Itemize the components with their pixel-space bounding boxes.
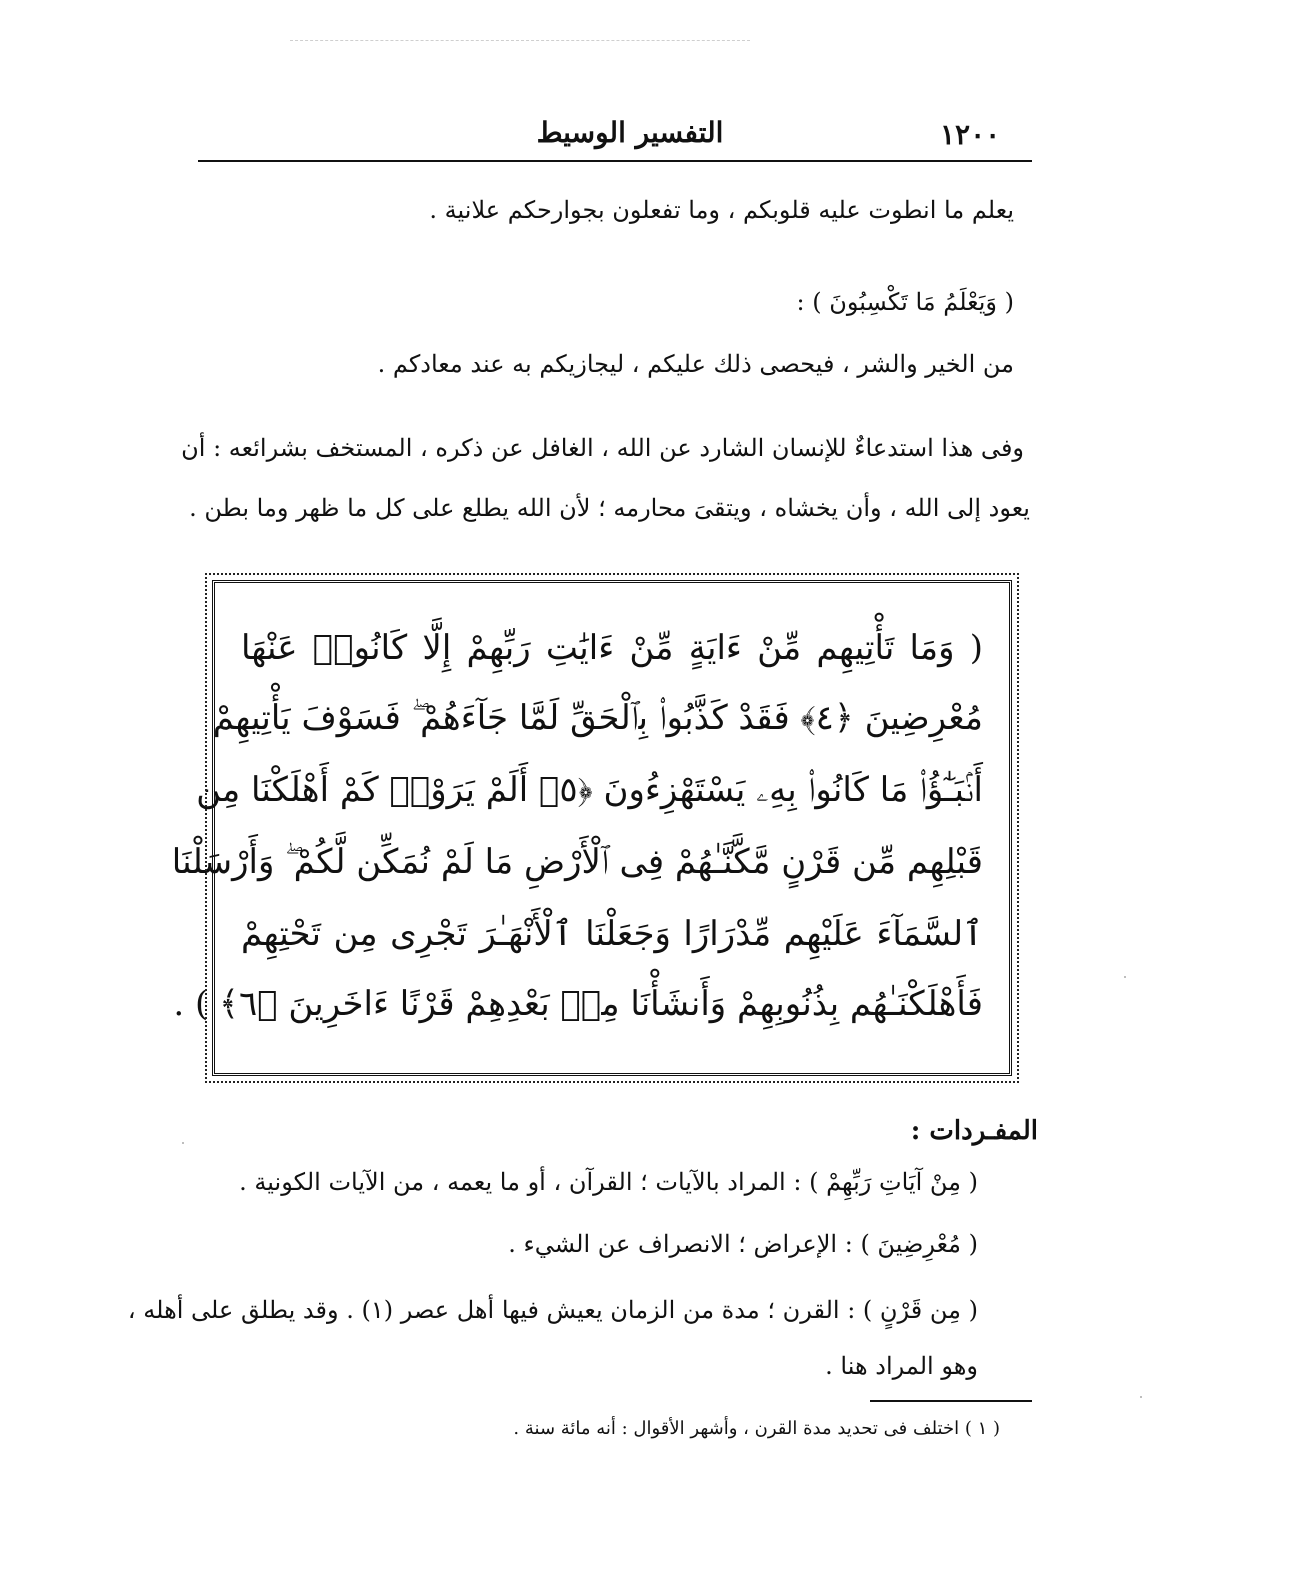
verse-line-1: ( وَمَا تَأْتِيهِم مِّنْ ءَايَةٍ مِّنْ ءَايَٰتِ رَبِّهِمْ إِلَّا كَانُوا۟ عَنْهَا	[241, 628, 983, 668]
vocabulary-entry-3: ( مِن قَرْنٍ ) : القرن ؛ مدة من الزمان يعيش فيها أهل عصر (١) . وقد يطلق على أهله ،	[127, 1296, 978, 1324]
verse-quote-heading: ( وَيَعْلَمُ مَا تَكْسِبُونَ ) :	[796, 288, 1014, 316]
verse-frame	[171, 580, 1012, 1076]
vocabulary-entry-1: ( مِنْ آيَاتِ رَبِّهِمْ ) : المراد بالآيات ؛ القرآن ، أو ما يعمه ، من الآيات الكونية .	[239, 1168, 978, 1196]
running-title: التفسير الوسيط	[536, 116, 724, 149]
verse-line-5: ٱلسَّمَآءَ عَلَيْهِم مِّدْرَارًا وَجَعَلْنَا ٱلْأَنْهَـٰرَ تَجْرِى مِن تَحْتِهِمْ	[241, 914, 983, 954]
vocabulary-entry-3-cont: وهو المراد هنا .	[825, 1352, 978, 1380]
scan-speck	[182, 1142, 184, 1144]
footnote: ( ١ ) اختلف فى تحديد مدة القرن ، وأشهر الأقوال : أنه مائة سنة .	[513, 1418, 1000, 1439]
paragraph-line-1: يعلم ما انطوت عليه قلوبكم ، وما تفعلون بجوارحكم علانية .	[429, 196, 1014, 224]
page-number: ١٢٠٠	[940, 118, 1001, 151]
vocabulary-entry-2: ( مُعْرِضِينَ ) : الإعراض ؛ الانصراف عن الشيء .	[508, 1230, 978, 1258]
vocabulary-heading: المفـردات :	[910, 1116, 1038, 1146]
verse-line-4: قَبْلِهِم مِّن قَرْنٍ مَّكَّنَّـٰهُمْ فِى ٱلْأَرْضِ مَا لَمْ نُمَكِّن لَّكُمْ ۖ وَأَرْسَلْنَا	[171, 842, 983, 882]
verse-line-2: مُعْرِضِينَ ﴿٤﴾ فَقَدْ كَذَّبُوا۟ بِٱلْحَقِّ لَمَّا جَآءَهُمْ ۖ فَسَوْفَ يَأْتِيهِمْ	[212, 698, 983, 738]
footnote-rule	[870, 1400, 1032, 1402]
paragraph-line-2: من الخير والشر ، فيحصى ذلك عليكم ، ليجازيكم به عند معادكم .	[377, 350, 1014, 378]
verse-line-6: فَأَهْلَكْنَـٰهُم بِذُنُوبِهِمْ وَأَنشَأْنَا مِنۢ بَعْدِهِمْ قَرْنًا ءَاخَرِينَ ﴿٦﴾ ) .	[173, 984, 983, 1024]
scan-speck	[1124, 976, 1126, 978]
paragraph-line-3: وفى هذا استدعاءٌ للإنسان الشارد عن الله ، الغافل عن ذكره ، المستخف بشرائعه : أن	[181, 434, 1024, 462]
scan-speck	[1140, 1396, 1142, 1398]
paragraph-line-4: يعود إلى الله ، وأن يخشاه ، ويتقىَ محارمه ؛ لأن الله يطلع على كل ما ظهر وما بطن .	[189, 494, 1030, 522]
verse-line-3: أَنۢبَـٰٓؤُا۟ مَا كَانُوا۟ بِهِۦ يَسْتَهْزِءُونَ ﴿٥﴾ أَلَمْ يَرَوْا۟ كَمْ أَهْلَكْنَا مِن	[196, 770, 983, 810]
scan-artifact-line	[290, 40, 750, 41]
header-rule	[198, 160, 1032, 162]
